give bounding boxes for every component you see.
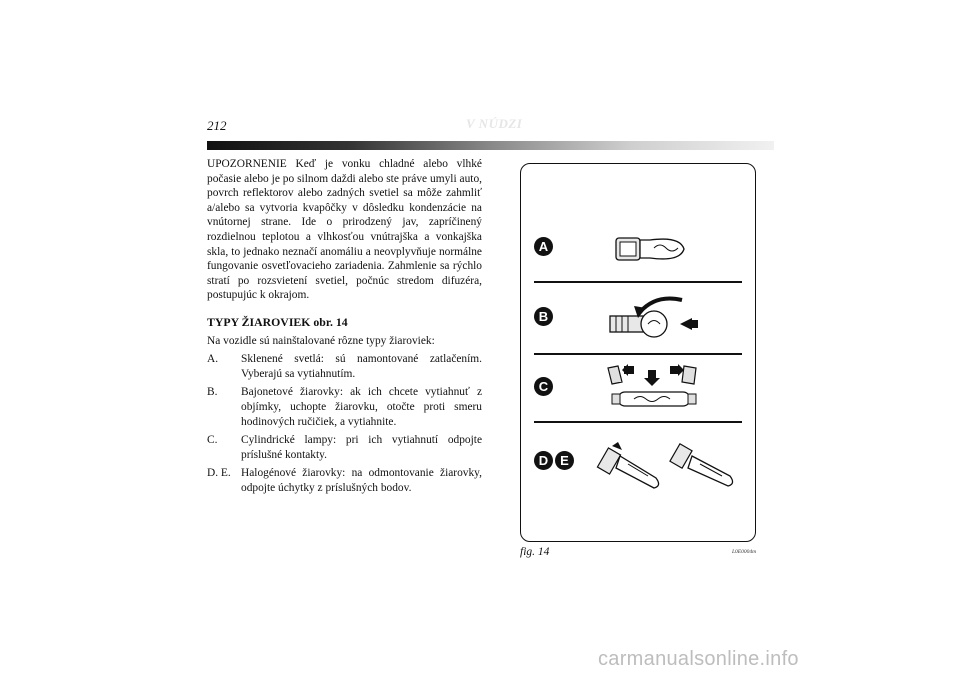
watermark: carmanualsonline.info <box>598 648 799 670</box>
list-item-label: A. <box>207 353 219 366</box>
list-item-text: Cylindrické lampy: pri ich vytiahnutí odpojte príslušné kontakty. <box>241 434 482 461</box>
section-intro: Na vozidle sú nainštalované rôzne typy žiaroviek: <box>207 334 435 347</box>
section-title: V NÚDZI <box>466 116 523 131</box>
list-item-label: B. <box>207 386 218 399</box>
list-item <box>207 466 482 495</box>
cylindrical-lamp-icon <box>604 362 712 414</box>
badge-d: D <box>534 451 553 470</box>
section-heading: TYPY ŽIAROVIEK obr. 14 <box>207 314 348 329</box>
list-item-label: D. E. <box>207 467 231 480</box>
badge-e: E <box>555 451 574 470</box>
page-number: 212 <box>207 118 227 133</box>
list-item <box>207 433 482 462</box>
halogen-bulb-icon <box>670 440 742 490</box>
figure-caption: fig. 14 <box>520 546 550 558</box>
wedge-bulb-icon <box>610 226 690 272</box>
bayonet-bulb-icon <box>600 292 700 348</box>
figure-divider <box>534 353 742 355</box>
list-item-text: Bajonetové žiarovky: ak ich chcete vytiahnuť z objímky, uchopte žiarovku, otočte proti smeru hodinových ručičiek, a vytiahnite. <box>241 386 482 428</box>
list-item <box>207 352 482 381</box>
list-item-text: Sklenené svetlá: sú namontované zatlačením. Vyberajú sa vytiahnutím. <box>241 353 482 380</box>
badge-c: C <box>534 377 553 396</box>
list-item-label: C. <box>207 434 218 447</box>
badge-a: A <box>534 237 553 256</box>
text-column <box>207 157 482 499</box>
header-rule <box>207 141 774 150</box>
warning-paragraph: UPOZORNENIE Keď je vonku chladné alebo vlhké počasie alebo je po silnom daždi alebo ste práve umyli auto, povrch reflektorov alebo zadných svetiel sa môže zahmliť a/alebo sa vytvoria kvapôčky v dôsledku kondenzácie na vnútornej strane. Ide o prirodzený jav, zapríčinený rozdielnou teplotou a vlhkosťou vnútrajška a vonkajška skla, to jednako neznačí anomáliu a neovplyvňuje normálne fungovanie osvetľovacieho zariadenia. Zahmlenie sa rýchlo stratí po rozsvietení svetiel, počnúc stredom difuzéra, postupujúc k okrajom. <box>207 158 482 302</box>
halogen-bulb-icon <box>598 438 668 492</box>
figure-divider <box>534 421 742 423</box>
figure-code: L0E0004m <box>732 549 757 555</box>
list-item-text: Halogénové žiarovky: na odmontovanie žiarovky, odpojte úchytky z príslušných bodov. <box>241 467 482 494</box>
figure-divider <box>534 281 742 283</box>
list-item <box>207 385 482 429</box>
badge-b: B <box>534 307 553 326</box>
